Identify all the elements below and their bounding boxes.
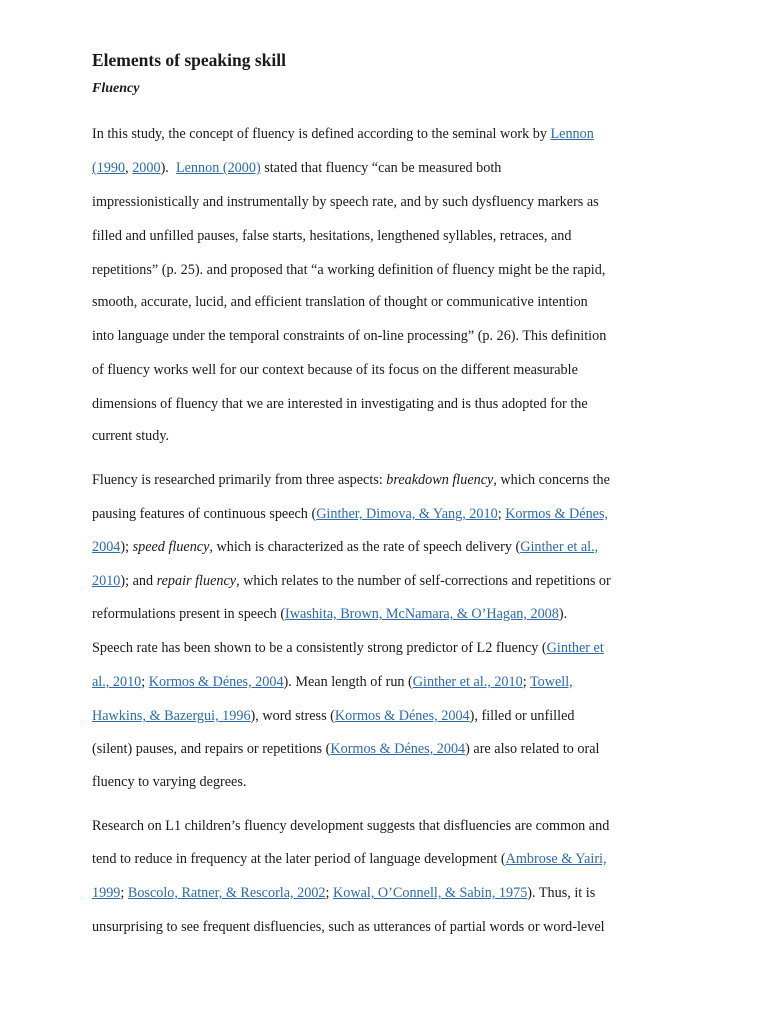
citation-link[interactable]: 1999 xyxy=(92,885,121,901)
text-span: , which is characterized as the rate of speech delivery ( xyxy=(209,539,521,555)
text-line xyxy=(92,159,501,177)
text-span: ; xyxy=(141,674,149,690)
text-span: Fluency is researched primarily from three aspects: xyxy=(92,472,387,488)
text-line: current study. xyxy=(92,428,170,444)
citation-link[interactable]: Kormos & Dénes, 2004 xyxy=(334,708,470,724)
citation-link[interactable]: Lennon (2000) xyxy=(175,160,261,176)
text-span: ; xyxy=(522,674,530,690)
citation-link[interactable]: Kormos & Dénes, xyxy=(505,506,609,522)
emphasis-term: speed fluency xyxy=(132,539,210,555)
text-span: In this study, the concept of fluency is defined according to the seminal work by xyxy=(92,126,551,142)
text-span: , which concerns the xyxy=(493,472,610,488)
citation-link[interactable]: Towell, xyxy=(529,674,573,690)
citation-link[interactable]: Ambrose & Yairi, xyxy=(505,851,607,867)
citation-link[interactable]: Ginther et al., 2010 xyxy=(412,674,523,690)
text-span: (silent) pauses, and repairs or repetitions ( xyxy=(92,741,331,757)
citation-link[interactable]: 2004 xyxy=(92,539,121,555)
text-line xyxy=(92,740,599,758)
text-span: ), word stress ( xyxy=(250,708,335,724)
citation-link[interactable]: Lennon xyxy=(550,126,594,142)
text-span: ), filled or unfilled xyxy=(469,708,575,724)
citation-link[interactable]: Kormos & Dénes, 2004 xyxy=(148,674,284,690)
text-line xyxy=(92,605,567,623)
text-line: fluency to varying degrees. xyxy=(92,774,247,790)
emphasis-term: repair fluency xyxy=(156,573,237,589)
text-span: ; xyxy=(325,885,334,901)
citation-link[interactable]: 2010 xyxy=(92,573,121,589)
citation-link[interactable]: Hawkins, & Bazergui, 1996 xyxy=(92,708,251,724)
text-span: , which relates to the number of self-corrections and repetitions or xyxy=(236,573,611,589)
text-span: ). Mean length of run ( xyxy=(283,674,413,690)
text-line: of fluency works well for our context because of its focus on the different measurable xyxy=(92,362,578,378)
text-line xyxy=(92,125,594,143)
text-span: ); xyxy=(120,539,133,555)
text-span: reformulations present in speech ( xyxy=(92,606,286,622)
text-line xyxy=(92,639,604,657)
text-line: impressionistically and instrumentally by speech rate, and by such dysfluency markers as xyxy=(92,194,599,210)
text-line xyxy=(92,538,598,556)
section-heading: Elements of speaking skill xyxy=(92,50,286,70)
text-span: , xyxy=(125,160,133,176)
text-line xyxy=(92,471,610,489)
citation-link[interactable]: Iwashita, Brown, McNamara, & O’Hagan, 2008 xyxy=(285,606,559,622)
emphasis-term: breakdown fluency xyxy=(386,472,494,488)
citation-link[interactable]: 2000 xyxy=(132,160,161,176)
citation-link[interactable]: al., 2010 xyxy=(92,674,142,690)
citation-link[interactable]: Kowal, O’Connell, & Sabin, 1975 xyxy=(333,885,528,901)
text-span: Speech rate has been shown to be a consistently strong predictor of L2 fluency ( xyxy=(92,640,547,656)
text-span: pausing features of continuous speech ( xyxy=(92,506,317,522)
citation-link[interactable]: Boscolo, Ratner, & Rescorla, 2002 xyxy=(127,885,326,901)
text-span: ; xyxy=(497,506,506,522)
citation-link[interactable]: (1990 xyxy=(92,160,126,176)
text-span: ); and xyxy=(120,573,157,589)
text-line xyxy=(92,884,595,902)
text-line: Research on L1 children’s fluency development suggests that disfluencies are common and xyxy=(92,818,610,834)
citation-link[interactable]: Ginther et al., xyxy=(520,539,599,555)
text-line: into language under the temporal constraints of on-line processing” (p. 26). This definition xyxy=(92,328,607,344)
text-line: repetitions” (p. 25). and proposed that “a working definition of fluency might be the rapid, xyxy=(92,262,606,278)
text-span: ). Thus, it is xyxy=(527,885,596,901)
text-line xyxy=(92,505,608,523)
text-line: filled and unfilled pauses, false starts, hesitations, lengthened syllables, retraces, and xyxy=(92,228,572,244)
text-span: ; xyxy=(120,885,128,901)
text-span: ). xyxy=(160,160,176,176)
text-line xyxy=(92,850,607,868)
citation-link[interactable]: Ginther, Dimova, & Yang, 2010 xyxy=(316,506,498,522)
text-span: ). xyxy=(558,606,568,622)
text-line: unsurprising to see frequent disfluencies, such as utterances of partial words or word-level xyxy=(92,919,605,935)
text-line xyxy=(92,572,611,590)
text-line: dimensions of fluency that we are interested in investigating and is thus adopted for the xyxy=(92,396,588,412)
text-span: tend to reduce in frequency at the later period of language development ( xyxy=(92,851,506,867)
text-span: ) are also related to oral xyxy=(465,741,600,757)
subsection-heading: Fluency xyxy=(92,81,140,96)
text-line xyxy=(92,673,573,691)
text-line xyxy=(92,707,574,725)
citation-link[interactable]: Kormos & Dénes, 2004 xyxy=(330,741,466,757)
text-span: stated that fluency “can be measured both xyxy=(260,160,502,176)
citation-link[interactable]: Ginther et xyxy=(546,640,604,656)
text-line: smooth, accurate, lucid, and efficient translation of thought or communicative intention xyxy=(92,294,588,310)
